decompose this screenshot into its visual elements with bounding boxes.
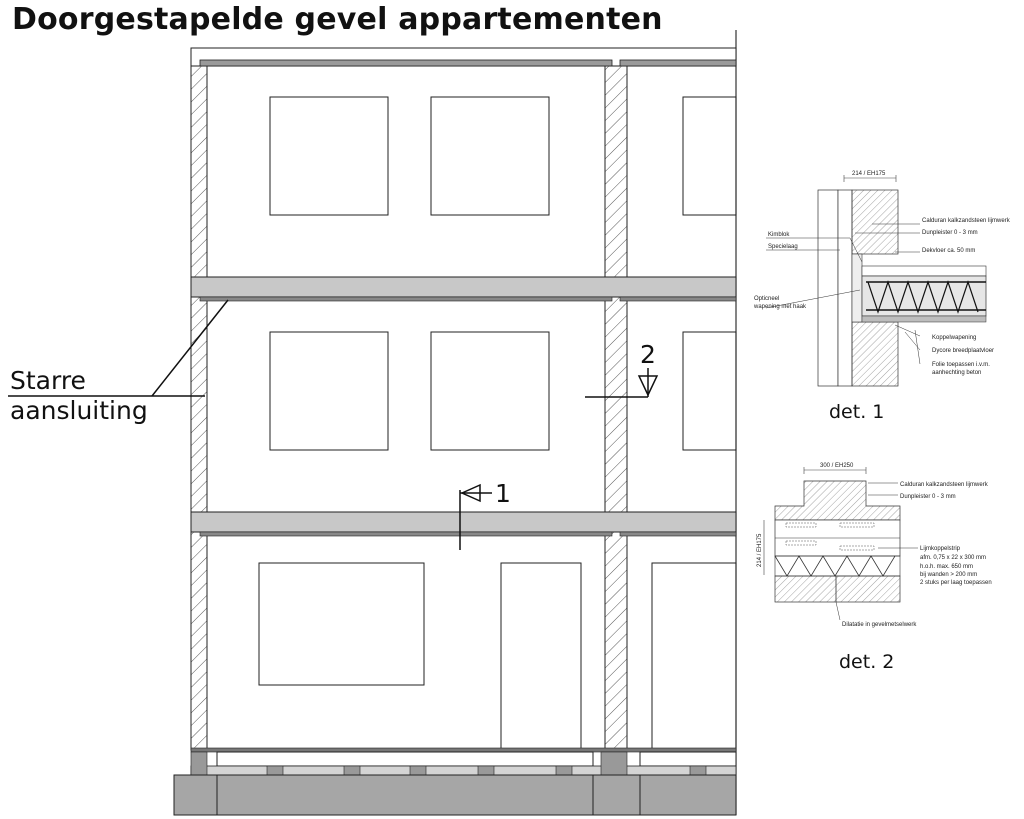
page-title: Doorgestapelde gevel appartementen	[12, 2, 663, 37]
detail-1-caption: det. 1	[829, 401, 885, 423]
window	[431, 332, 549, 450]
d1-label-dycore: Dycore breedplaatvloer	[932, 348, 995, 354]
d2-label-lijm-4: bij wanden > 200 mm	[920, 572, 978, 578]
detail-2-dimension-top: 300 / EH250	[820, 463, 854, 469]
d1-label-folie-1: Folie toepassen i.v.m.	[932, 362, 990, 368]
d2-label-lijm-1: Lijmkoppelstrip	[920, 546, 961, 552]
d1-label-koppelwapening: Koppelwapening	[932, 335, 977, 341]
window	[270, 97, 388, 215]
detail-1-drawing	[753, 171, 1011, 386]
detail-2-drawing	[757, 463, 992, 628]
window	[270, 332, 388, 450]
floor-slab-1	[191, 277, 736, 297]
window	[683, 97, 736, 215]
detail-2-dimension-side: 214 / EH175	[757, 533, 763, 567]
window-wide	[259, 563, 424, 685]
detail-2-caption: det. 2	[839, 651, 895, 673]
window	[431, 97, 549, 215]
d1-label-opticneel-1: Opticneel	[754, 296, 780, 302]
d1-label-folie-2: aanhechting beton	[932, 370, 982, 376]
d2-label-calduran: Calduran kalkzandsteen lijmwerk	[900, 482, 988, 488]
d1-label-opticneel-2: wapening met haak	[754, 304, 807, 310]
d2-label-lijm-2: afm. 0,75 x 22 x 300 mm	[920, 555, 987, 561]
d1-label-dunpleister: Dunpleister 0 - 3 mm	[922, 230, 978, 236]
section-marker-1-label: 1	[495, 479, 511, 508]
floor-slab-2	[191, 512, 736, 532]
callout-text-starre-aansluiting	[10, 366, 148, 426]
callout-line-1: Starre	[10, 366, 86, 395]
door	[501, 563, 581, 750]
detail-1-dimension: 214 / EH175	[852, 171, 886, 177]
d2-label-dunpleister: Dunpleister 0 - 3 mm	[900, 494, 956, 500]
foundation	[174, 748, 736, 815]
window	[683, 332, 736, 450]
d1-label-dekvloer: Dekvloer ca. 50 mm	[922, 248, 976, 254]
wall-mid-hatched	[605, 66, 627, 750]
wall-left-hatched	[191, 66, 207, 750]
callout-line-2: aansluiting	[10, 396, 148, 425]
d2-label-lijm-3: h.o.h. max. 650 mm	[920, 564, 974, 570]
d2-label-lijm-5: 2 stuks per laag toepassen	[920, 580, 992, 586]
door	[652, 563, 736, 750]
d1-label-specielaag: Specielaag	[768, 244, 798, 250]
d1-label-calduran: Calduran kalkzandsteen lijmwerk	[922, 218, 1010, 224]
d2-label-dilatatie: Dilatatie in gevelmetselwerk	[842, 622, 917, 628]
d1-label-kimblok: Kimblok	[768, 232, 790, 238]
section-marker-2-label: 2	[640, 340, 656, 369]
